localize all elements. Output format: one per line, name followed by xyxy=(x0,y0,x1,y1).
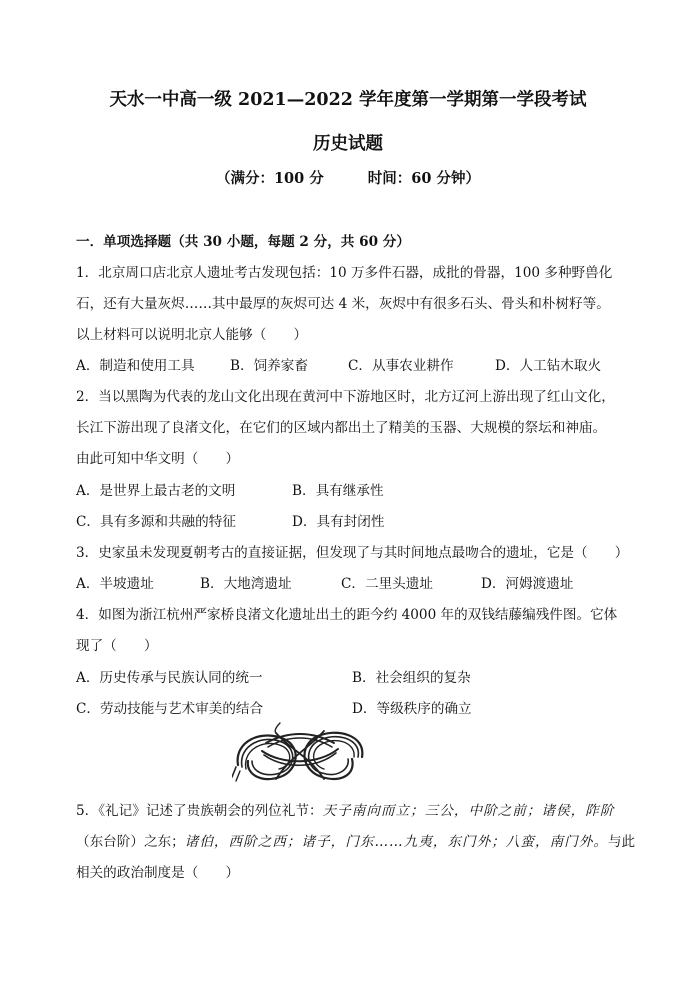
q2-option-b: B．具有继承性 xyxy=(292,483,384,499)
q4-option-d: D．等级秩序的确立 xyxy=(352,701,472,717)
q4-option-b: B．社会组织的复杂 xyxy=(352,670,471,686)
q5-line-2-tail: 与此 xyxy=(607,834,636,850)
double-coin-knot-image xyxy=(232,721,368,789)
exam-time: 时间：60 分钟） xyxy=(367,170,481,187)
q2-option-d: D．具有封闭性 xyxy=(292,514,385,530)
q2-option-a: A．是世界上最古老的文明 xyxy=(76,483,236,499)
q5-line-2-quote: 诸伯，西阶之西；诸子，门东……九夷，东门外；八蛮，南门外。 xyxy=(184,834,608,850)
q1-line-3: 以上材料可以说明北京人能够（ ） xyxy=(76,327,308,343)
q3-option-d: D．河姆渡遗址 xyxy=(481,576,574,592)
section-heading: 一．单项选择题（共 30 小题，每题 2 分，共 60 分） xyxy=(76,234,410,250)
q4-line-1: 4．如图为浙江杭州严家桥良渚文化遗址出土的距今约 4000 年的双钱结藤编残件图。它体 xyxy=(76,607,618,623)
q1-option-a: A．制造和使用工具 xyxy=(76,358,195,374)
q2-line-3: 由此可知中华文明（ ） xyxy=(76,451,240,467)
q1-line-1: 1．北京周口店北京人遗址考古发现包括：10 万多件石器，成批的骨器，100 多种野兽化 xyxy=(76,265,613,281)
q5-line-2 xyxy=(76,832,635,852)
exam-title: 天水一中高一级 2021—2022 学年度第一学期第一学段考试 xyxy=(109,90,587,110)
q2-line-1: 2．当以黑陶为代表的龙山文化出现在黄河中下游地区时，北方辽河上游出现了红山文化， xyxy=(76,389,615,405)
q4-option-c: C．劳动技能与艺术审美的结合 xyxy=(76,701,264,717)
q1-option-d: D．人工钻木取火 xyxy=(495,358,602,374)
q3-option-a: A．半坡遗址 xyxy=(76,576,154,592)
q5-line-3: 相关的政治制度是（ ） xyxy=(76,865,240,881)
q3-option-c: C．二里头遗址 xyxy=(341,576,433,592)
q1-line-2: 石，还有大量灰烬……其中最厚的灰烬可达 4 米，灰烬中有很多石头、骨头和朴树籽等。 xyxy=(76,296,610,312)
q3-option-b: B．大地湾遗址 xyxy=(200,576,292,592)
q4-line-2: 现了（ ） xyxy=(76,638,158,654)
q1-option-b: B．饲养家畜 xyxy=(230,358,308,374)
score-time-line xyxy=(0,167,696,188)
subject-title: 历史试题 xyxy=(313,134,383,154)
q5-line-1-quote: 天子南向而立；三公，中阶之前；诸侯，阼阶 xyxy=(322,803,615,819)
q2-line-2: 长江下游出现了良渚文化，在它们的区域内都出土了精美的玉器、大规模的祭坛和神庙。 xyxy=(76,420,607,436)
q5-line-1-intro: 5．《礼记》记述了贵族朝会的列位礼节： xyxy=(76,803,323,819)
q4-option-a: A．历史传承与民族认同的统一 xyxy=(76,670,263,686)
full-score: （满分：100 分 xyxy=(215,170,324,187)
q3-line-1: 3．史家虽未发现夏朝考古的直接证据，但发现了与其时间地点最吻合的遗址，它是（ ） xyxy=(76,545,629,561)
q5-line-1 xyxy=(76,801,614,821)
q5-line-2-note: （东台阶）之东； xyxy=(76,834,185,850)
q1-option-c: C．从事农业耕作 xyxy=(348,358,454,374)
q2-option-c: C．具有多源和共融的特征 xyxy=(76,514,236,530)
